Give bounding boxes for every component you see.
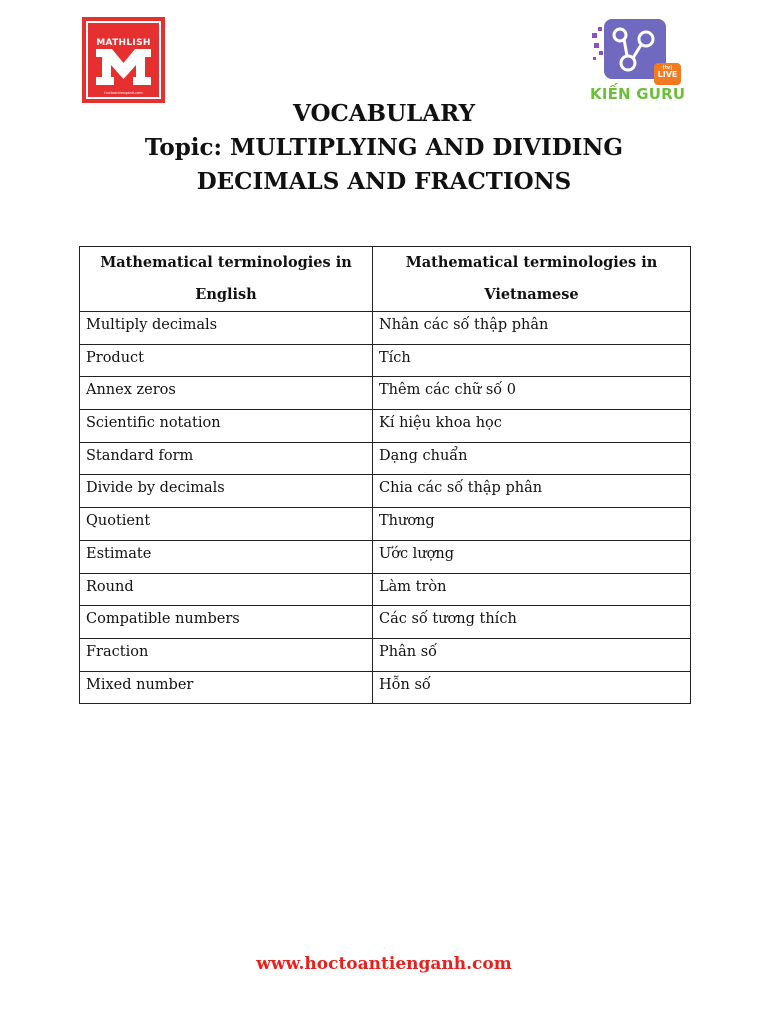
english-term: Multiply decimals bbox=[80, 312, 373, 345]
english-term: Product bbox=[80, 344, 373, 377]
mathlish-logo bbox=[82, 17, 165, 103]
title-line-1: VOCABULARY bbox=[293, 100, 475, 127]
header-english: Mathematical terminologies in English bbox=[80, 247, 373, 312]
english-term: Divide by decimals bbox=[80, 475, 373, 508]
vietnamese-term: Làm tròn bbox=[373, 573, 691, 606]
live-badge-text: LIVE bbox=[657, 70, 678, 79]
vietnamese-term: Dạng chuẩn bbox=[373, 442, 691, 475]
table-row bbox=[80, 606, 691, 639]
kien-guru-logo bbox=[590, 17, 690, 107]
vietnamese-term: Nhân các số thập phân bbox=[373, 312, 691, 345]
english-term: Mixed number bbox=[80, 671, 373, 704]
footer-website-link[interactable]: www.hoctoantienganh.com bbox=[256, 954, 512, 974]
kien-guru-brand-text: KIẾN GURU bbox=[590, 85, 686, 103]
vietnamese-term: Hỗn số bbox=[373, 671, 691, 704]
vietnamese-term: Thêm các chữ số 0 bbox=[373, 377, 691, 410]
vietnamese-term: Kí hiệu khoa học bbox=[373, 410, 691, 443]
table-row bbox=[80, 410, 691, 443]
vietnamese-term: Tích bbox=[373, 344, 691, 377]
header-vietnamese: Mathematical terminologies in Vietnamese bbox=[373, 247, 691, 312]
table-row bbox=[80, 377, 691, 410]
english-term: Estimate bbox=[80, 540, 373, 573]
english-term: Standard form bbox=[80, 442, 373, 475]
table-row bbox=[80, 312, 691, 345]
english-term: Quotient bbox=[80, 508, 373, 541]
vietnamese-term: Phân số bbox=[373, 638, 691, 671]
table-row bbox=[80, 671, 691, 704]
table-row bbox=[80, 508, 691, 541]
mathlish-url-text: hoctoantienganh.com bbox=[104, 91, 143, 95]
vietnamese-term: Thương bbox=[373, 508, 691, 541]
m-letter-icon bbox=[94, 49, 153, 85]
table-header-row bbox=[80, 247, 691, 312]
english-term: Compatible numbers bbox=[80, 606, 373, 639]
english-term: Fraction bbox=[80, 638, 373, 671]
english-term: Annex zeros bbox=[80, 377, 373, 410]
table-row bbox=[80, 344, 691, 377]
vocabulary-table bbox=[79, 246, 691, 704]
live-badge bbox=[654, 63, 681, 85]
english-term: Scientific notation bbox=[80, 410, 373, 443]
live-badge-tv: (tv) bbox=[662, 65, 673, 71]
vietnamese-term: Ước lượng bbox=[373, 540, 691, 573]
mathlish-brand-text: MATHLISH bbox=[96, 38, 151, 48]
title-line-2: Topic: MULTIPLYING AND DIVIDING bbox=[144, 134, 624, 161]
vietnamese-term: Các số tương thích bbox=[373, 606, 691, 639]
vietnamese-term: Chia các số thập phân bbox=[373, 475, 691, 508]
table-row bbox=[80, 540, 691, 573]
english-term: Round bbox=[80, 573, 373, 606]
table-row bbox=[80, 638, 691, 671]
table-row bbox=[80, 442, 691, 475]
table-row bbox=[80, 573, 691, 606]
title-line-3: DECIMALS AND FRACTIONS bbox=[196, 168, 572, 195]
table-row bbox=[80, 475, 691, 508]
page-title bbox=[0, 97, 768, 199]
